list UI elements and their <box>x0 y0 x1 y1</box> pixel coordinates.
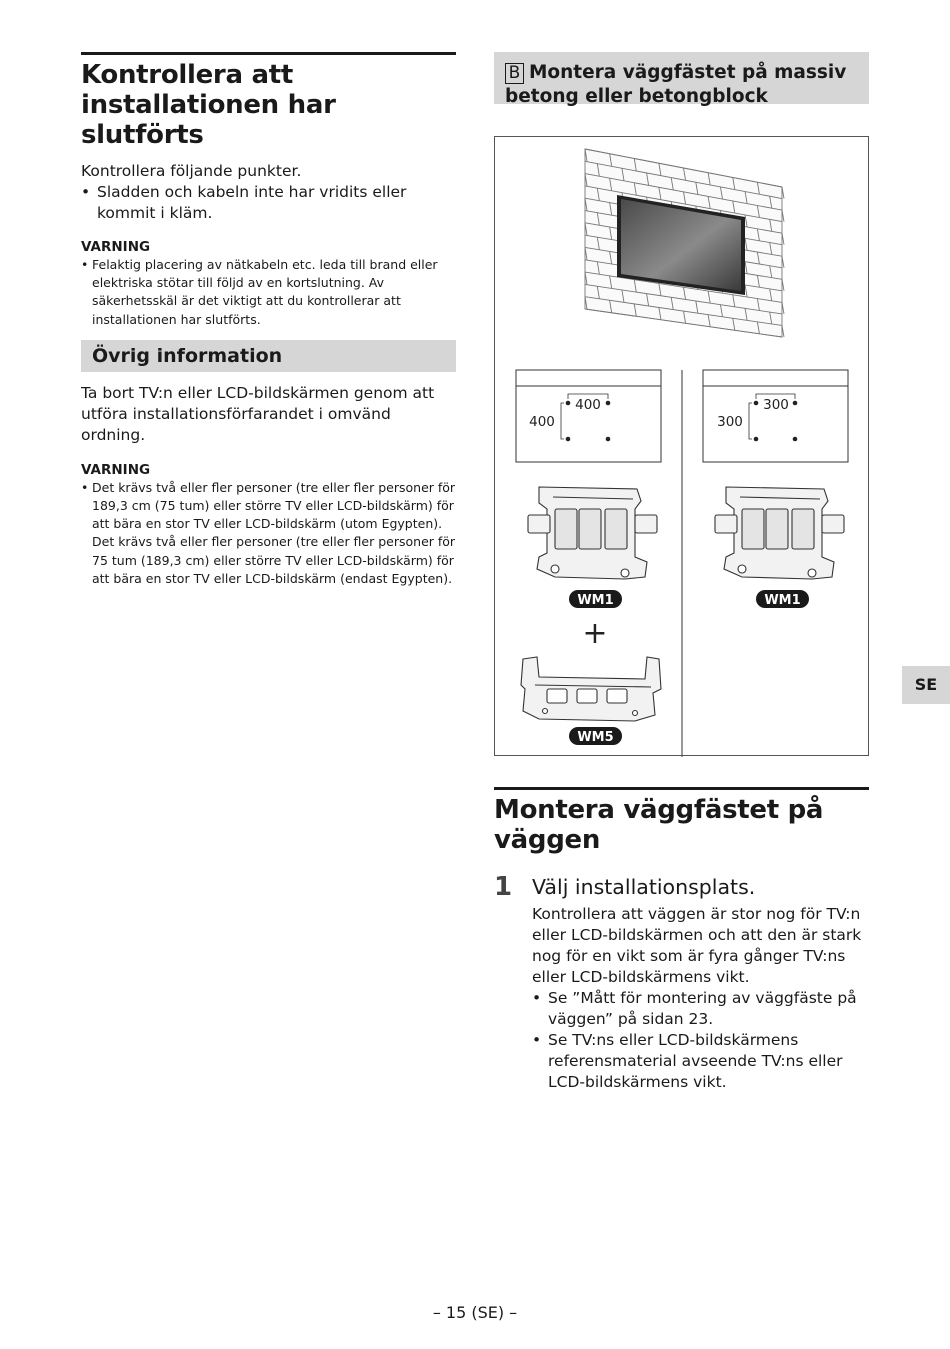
wm1-label-left <box>569 590 622 608</box>
mounting-diagram <box>494 136 869 756</box>
vesa-right-horizontal-label: 300 <box>763 397 789 413</box>
section-letter-box: B <box>505 63 524 84</box>
section-text: Ta bort TV:n eller LCD-bildskärmen genom att utföra installationsförfarandet i omvänd ordning. <box>81 383 435 444</box>
step-bullet: • Se TV:ns eller LCD-bildskärmens referensmaterial avseende TV:ns eller LCD-bildskärmens vikt. <box>532 1030 872 1093</box>
step-bullet: • Se ”Mått för montering av väggfäste på väggen” på sidan 23. <box>532 988 872 1030</box>
plus-sign: + <box>582 616 608 651</box>
wm1-bracket-right-illustration <box>715 487 844 579</box>
vesa-left-vertical-label: 400 <box>529 414 555 430</box>
warning-text: • Felaktig placering av nätkabeln etc. leda till brand eller elektriska stötar till följd av en kortslutning. Av säkerhetsskäl är det viktigt att du kontrollerar att installationen har slutförts. <box>81 256 456 329</box>
mounting-diagram-svg <box>495 137 870 757</box>
step-title: Välj installationsplats. <box>532 875 756 899</box>
section-heading-mount-concrete <box>494 52 869 107</box>
checklist-item: • Sladden och kabeln inte har vridits eller kommit i kläm. <box>81 182 456 224</box>
warning-title: VARNING <box>81 461 151 478</box>
section-heading-text: Montera väggfästet på massiv betong eller betongblock <box>505 62 847 107</box>
wm5-label-text: WM5 <box>577 730 614 745</box>
vesa-right-vertical-label: 300 <box>717 414 743 430</box>
step-body <box>532 904 872 1093</box>
page-title-check-installation: Kontrollera att installationen har slutförts <box>81 60 336 150</box>
page-number: – 15 (SE) – <box>432 1303 518 1322</box>
wm1-label-right-text: WM1 <box>764 593 801 608</box>
vesa-left-horizontal-label: 400 <box>575 397 601 413</box>
right-column <box>494 52 869 107</box>
warning-title: VARNING <box>81 239 151 255</box>
wm5-bracket-illustration <box>521 657 661 721</box>
section-heading-other-info: Övrig information <box>81 340 456 372</box>
wm5-label <box>569 727 622 745</box>
wm1-bracket-left-illustration <box>528 487 657 579</box>
step-text: Kontrollera att väggen är stor nog för TV:n eller LCD-bildskärmen och att den är stark nog för en vikt som är fyra gånger TV:ns eller LCD-bildskärmens vikt. <box>532 905 862 986</box>
heading-rule <box>494 787 869 855</box>
warning-text: • Det krävs två eller fler personer (tre eller fler personer för 189,3 cm (75 tum) eller större TV eller LCD-bildskärm) för att bära en stor TV eller LCD-bildskärm (utom Egypten). <box>81 479 456 534</box>
warning-text: Det krävs två eller fler personer (tre eller fler personer för 75 tum (189,3 cm) eller större TV eller LCD-bildskärm) för att bära en stor TV eller LCD-bildskärm (endast Egypten). <box>92 534 456 586</box>
wm1-label-left-text: WM1 <box>577 593 614 608</box>
page-title-mount-on-wall: Montera väggfästet på väggen <box>494 795 824 855</box>
language-tab: SE <box>902 666 950 704</box>
step-number: 1 <box>494 872 513 902</box>
left-column <box>81 52 456 588</box>
heading-rule <box>81 52 456 150</box>
wm1-label-right <box>756 590 809 608</box>
intro-text: Kontrollera följande punkter. <box>81 162 302 180</box>
